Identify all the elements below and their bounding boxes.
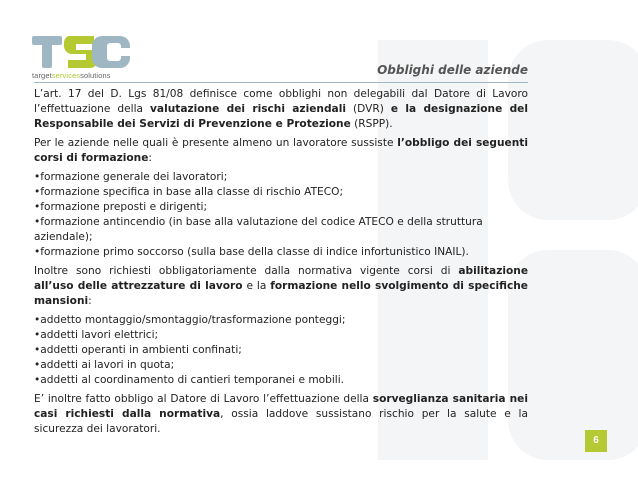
- list-item: •addetto montaggio/smontaggio/trasformazione ponteggi;: [34, 314, 346, 326]
- logo-tagline: targetservicessolutions: [32, 71, 111, 80]
- list-item: •addetti ai lavori in quota;: [34, 359, 175, 371]
- training-list: [34, 170, 528, 260]
- list-item: •formazione antincendio (in base alla valutazione del codice ATECO e della struttura aziendale);: [34, 216, 483, 243]
- list-item: •addetti al coordinamento di cantieri temporanei e mobili.: [34, 374, 345, 386]
- paragraph-qualification: Inoltre sono richiesti obbligatoriamente dalla normativa vigente corsi di abilitazione all’uso delle attrezzature di lavoro e la formazione nello svolgimento di specifiche mansioni:: [34, 265, 528, 307]
- list-item: •formazione preposti e dirigenti;: [34, 201, 208, 213]
- list-item: •formazione specifica in base alla classe di rischio ATECO;: [34, 186, 344, 198]
- list-item: •formazione primo soccorso (sulla base della classe di indice infortunistico INAIL).: [34, 246, 469, 258]
- page-number-badge: 6: [585, 430, 607, 452]
- slide-body: [34, 87, 528, 441]
- list-item: •addetti lavori elettrici;: [34, 329, 159, 341]
- list-item: •formazione generale dei lavoratori;: [34, 171, 228, 183]
- title-divider: [34, 82, 528, 83]
- logo-mark-icon: [28, 32, 138, 72]
- paragraph-training: Per le aziende nelle quali è presente almeno un lavoratore sussiste l’obbligo dei seguenti corsi di formazione:: [34, 137, 528, 164]
- list-item: •addetti operanti in ambienti confinati;: [34, 344, 242, 356]
- paragraph-intro: L’art. 17 del D. Lgs 81/08 definisce come obblighi non delegabili dal Datore di Lavoro l’effettuazione della valutazione dei rischi aziendali (DVR) e la designazione del Responsabile dei Servizi di Prevenzione e Protezione (RSPP).: [34, 88, 528, 130]
- slide-title: Obblighi delle aziende: [377, 63, 528, 77]
- paragraph-health: E’ inoltre fatto obbligo al Datore di Lavoro l’effettuazione della sorveglianza sanitaria nei casi richiesti dalla normativa, ossia laddove sussistano rischio per la salute e la sicurezza dei lavoratori.: [34, 393, 528, 435]
- roles-list: [34, 313, 528, 388]
